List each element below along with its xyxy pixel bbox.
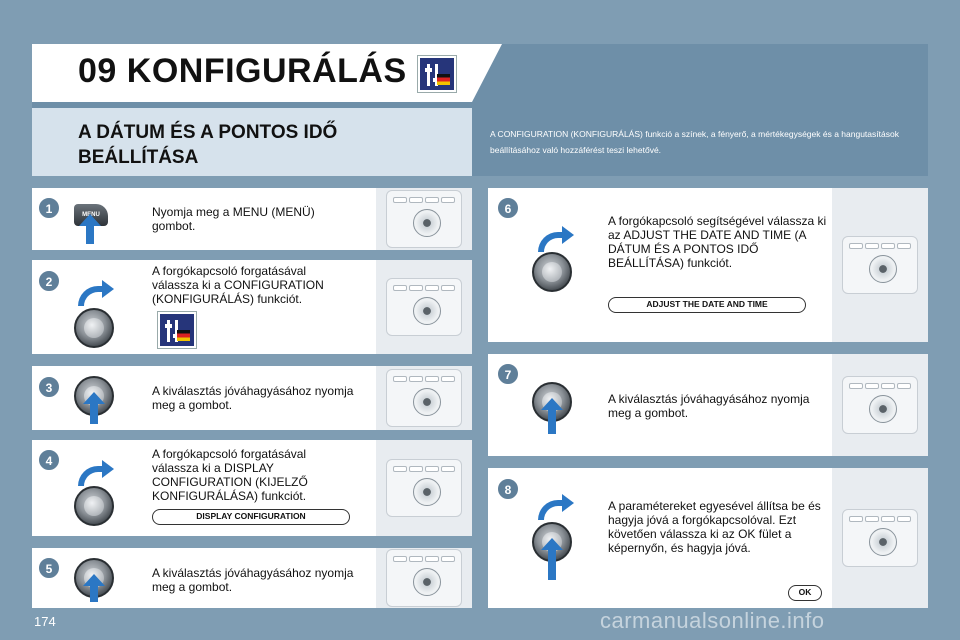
chapter-title: 09 KONFIGURÁLÁS [78,52,407,90]
rotary-knob-icon [532,252,572,292]
adjust-date-time-label: ADJUST THE DATE AND TIME [608,297,806,313]
display-configuration-label: DISPLAY CONFIGURATION [152,509,350,525]
step-text: A forgókapcsoló segítségével válassza ki az ADJUST THE DATE AND TIME (A DÁTUM ÉS A PONTOS IDŐ BEÁLLÍTÁSA) funkciót. [608,214,827,270]
step-text: Nyomja meg a MENU (MENÜ) gombot. [152,205,315,233]
step-text: A kiválasztás jóváhagyásához nyomja meg a gombot. [152,384,354,412]
rotary-knob-icon [74,486,114,526]
section-title: A DÁTUM ÉS A PONTOS IDŐ BEÁLLÍTÁSA [78,122,338,168]
press-arrow-icon [90,402,98,424]
step-text: A kiválasztás jóváhagyásához nyomja meg a gombot. [608,392,810,420]
step-badge: 1 [38,197,60,219]
dashboard-panel-image [376,188,472,250]
step-text: A paramétereket egyesével állítsa be és hagyja jóvá a forgókapcsolóval. Ezt követően válassza ki az OK fület a képernyőn, és hagyja jóvá. [608,499,821,555]
dashboard-panel-image [376,548,472,608]
intro-text: A CONFIGURATION (KONFIGURÁLÁS) funkció a színek, a fényerő, a mértékegységek és a hangutasítások beállításához való hozzáférést teszi lehetővé. [490,129,899,155]
step-badge: 2 [38,270,60,292]
press-arrow-icon [86,224,94,244]
step-badge: 7 [497,363,519,385]
configuration-icon [158,312,196,348]
step-text: A kiválasztás jóváhagyásához nyomja meg a gombot. [152,566,354,594]
step-text: A forgókapcsoló forgatásával válassza ki a CONFIGURATION (KONFIGURÁLÁS) funkciót. [152,264,324,306]
rotary-knob-icon [74,308,114,348]
configuration-icon [418,56,456,92]
dashboard-panel-image [376,260,472,354]
press-arrow-icon [548,408,556,434]
dashboard-panel-image [376,440,472,536]
press-arrow-icon [90,584,98,602]
ok-label: OK [788,585,822,601]
dashboard-panel-image [832,468,928,608]
step-badge: 6 [497,197,519,219]
dashboard-panel-image [832,188,928,342]
press-arrow-icon [548,548,556,580]
step-badge: 3 [38,376,60,398]
watermark: carmanualsonline.info [600,608,825,633]
step-badge: 8 [497,478,519,500]
step-text: A forgókapcsoló forgatásával válassza ki a DISPLAY CONFIGURATION (KIJELZŐ KONFIGURÁLÁSA) funkciót. [152,447,308,503]
step-badge: 4 [38,449,60,471]
dashboard-panel-image [832,354,928,456]
page-number: 174 [34,614,56,629]
dashboard-panel-image [376,366,472,430]
step-badge: 5 [38,557,60,579]
